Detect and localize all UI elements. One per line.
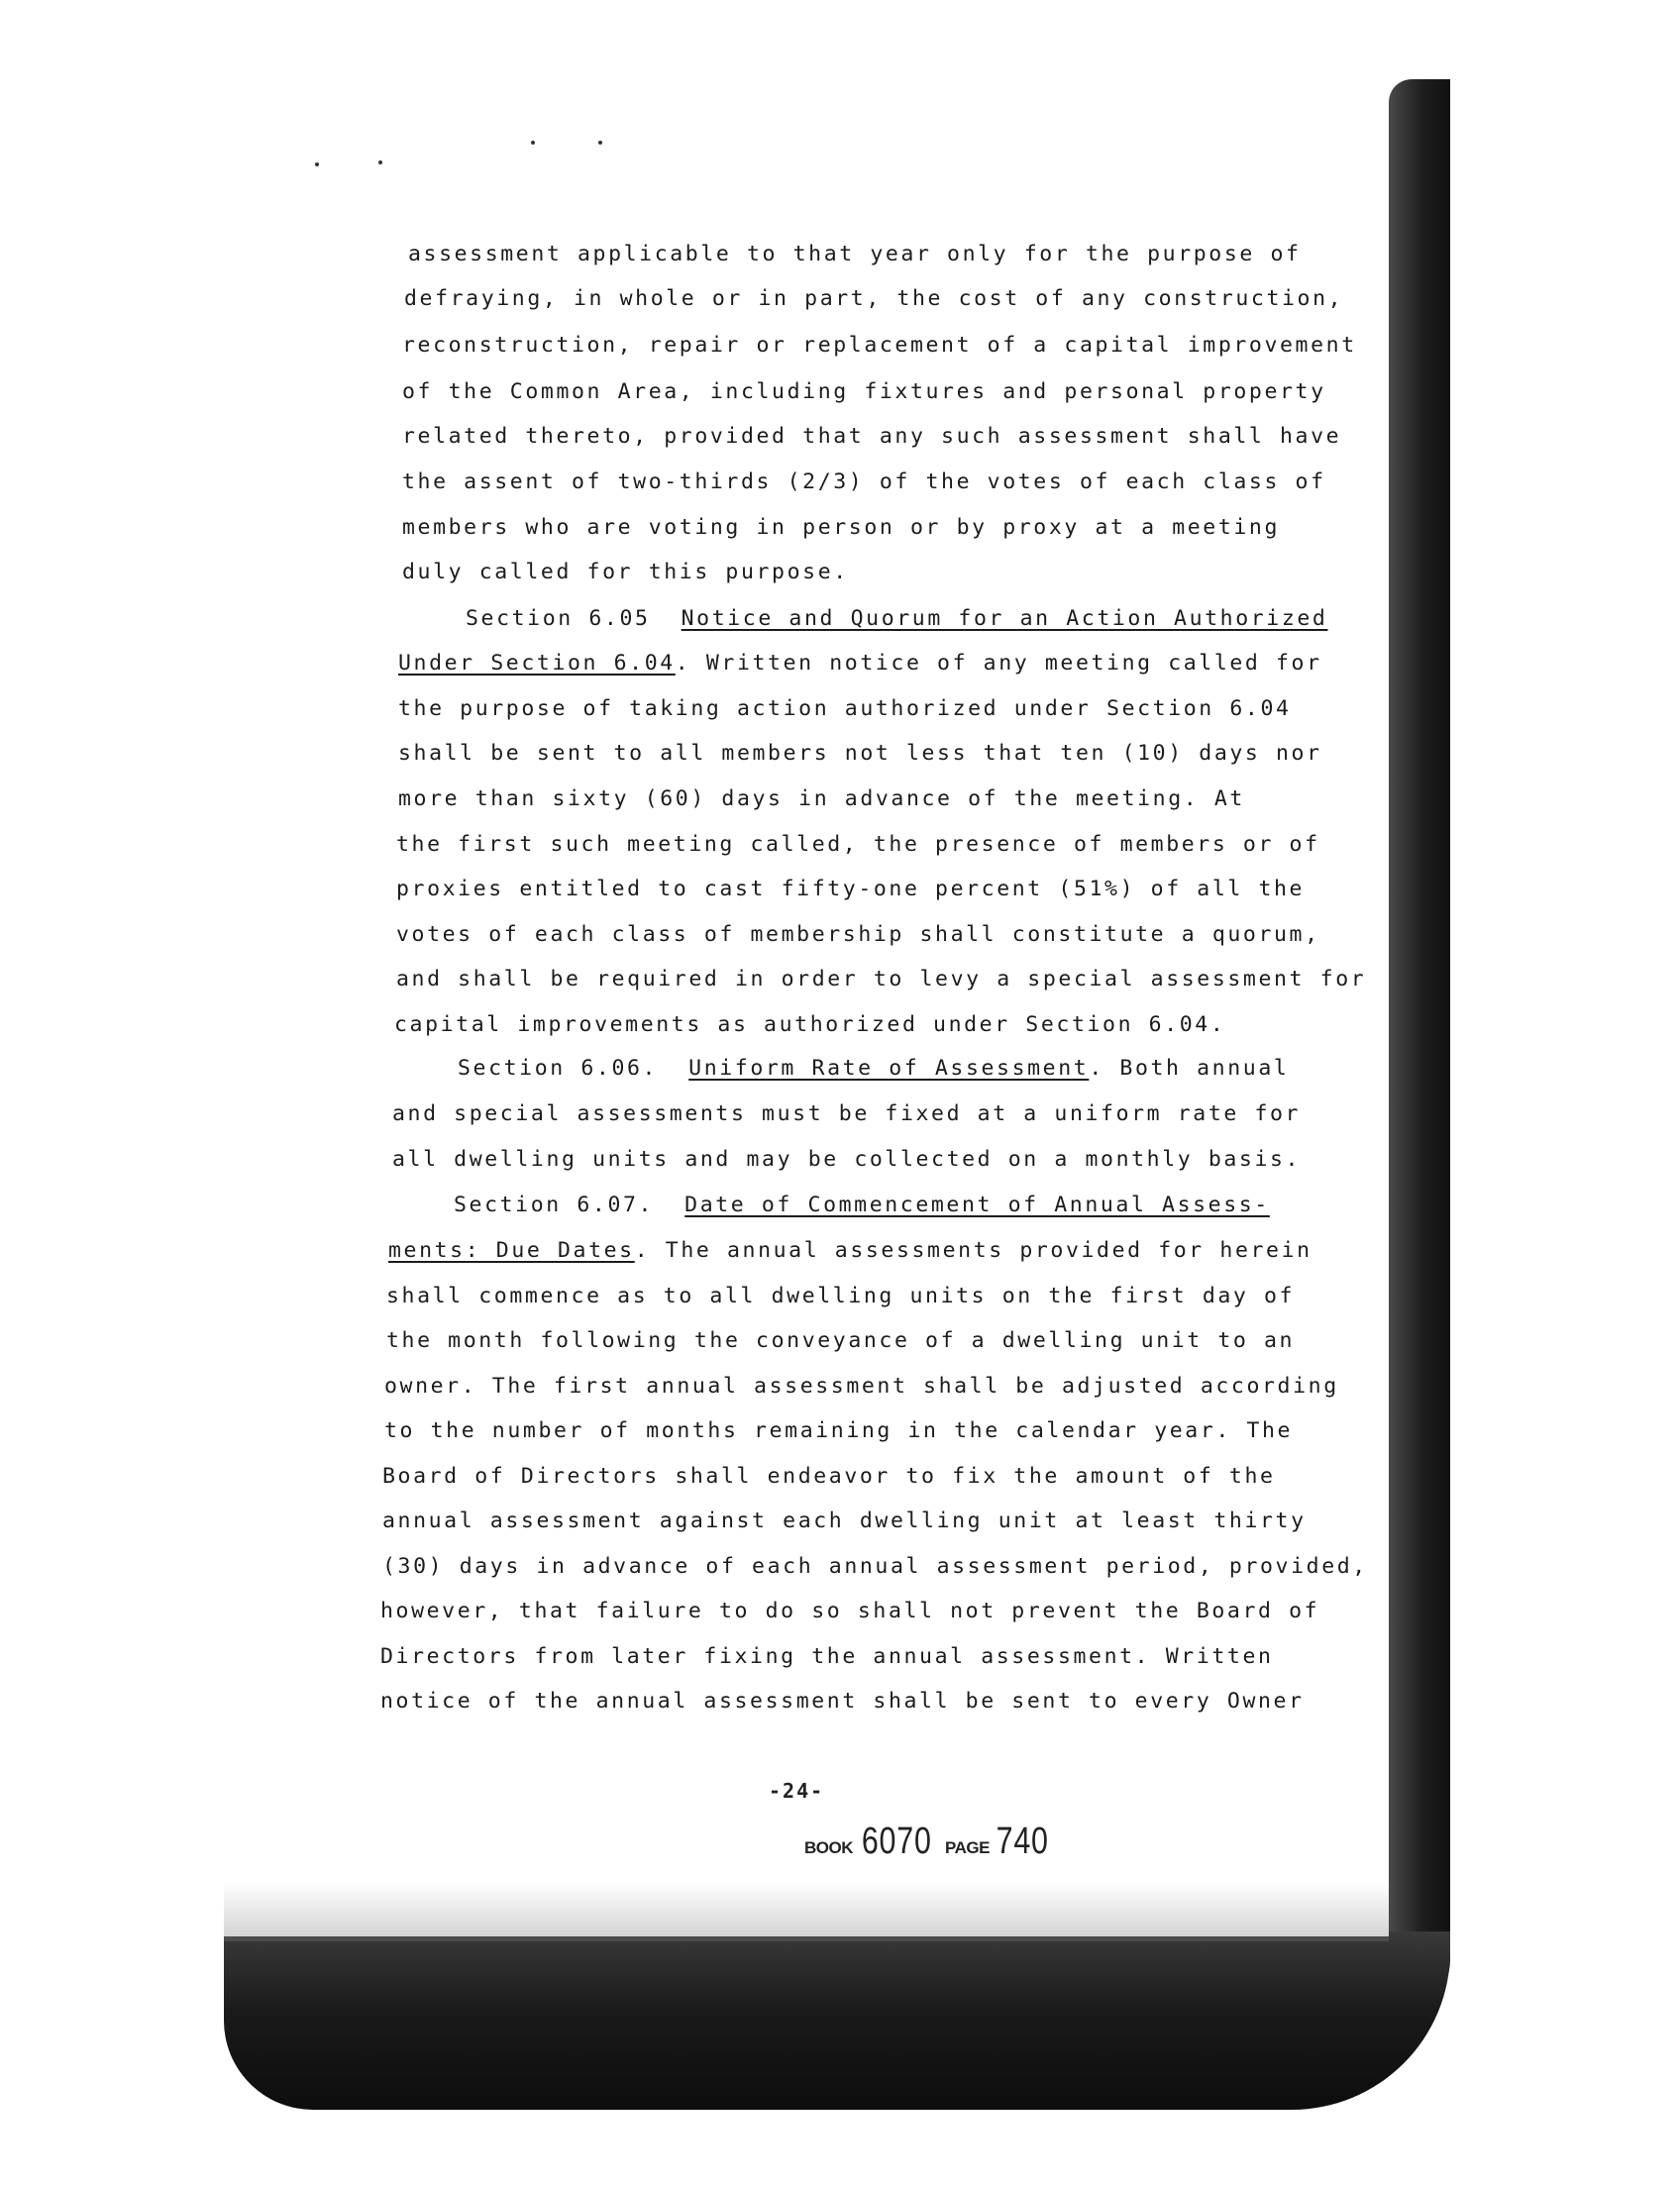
section-label: Section 6.06. <box>458 1056 659 1081</box>
section-6-07-heading-line <box>454 1193 1270 1217</box>
text-line: owner. The first annual assessment shall be adjusted according <box>384 1374 1339 1399</box>
stamp-page-label: PAGE <box>945 1838 990 1857</box>
text-line: related thereto, provided that any such assessment shall have <box>402 424 1342 449</box>
text-run: . Written notice of any meeting called for <box>675 651 1322 676</box>
text-line: of the Common Area, including fixtures and personal property <box>402 379 1326 404</box>
stamp-page-number: 740 <box>996 1821 1049 1862</box>
section-label: Section 6.05 <box>466 606 651 631</box>
text-line: Board of Directors shall endeavor to fix the amount of the <box>382 1464 1276 1489</box>
text-line: assessment applicable to that year only for the purpose of <box>408 242 1302 266</box>
stamp-book-number: 6070 <box>861 1821 932 1862</box>
text-line: however, that failure to do so shall not prevent the Board of <box>380 1599 1320 1623</box>
text-line: more than sixty (60) days in advance of the meeting. At <box>398 786 1245 811</box>
section-heading: Under Section 6.04 <box>398 651 676 676</box>
text-line: capital improvements as authorized under Section 6.04. <box>394 1012 1226 1037</box>
section-6-05-first-line <box>398 651 1322 676</box>
section-6-05-heading-line <box>466 606 1327 631</box>
text-line: Directors from later fixing the annual assessment. Written <box>380 1644 1274 1669</box>
section-6-06-first-line <box>458 1056 1289 1081</box>
text-line: reconstruction, repair or replacement of a capital improvement <box>402 333 1357 358</box>
text-line: the assent of two-thirds (2/3) of the votes of each class of <box>402 469 1326 494</box>
text-line: the first such meeting called, the presence of members or of <box>396 832 1320 857</box>
section-heading: Uniform Rate of Assessment <box>688 1056 1090 1081</box>
page-number: -24- <box>769 1779 825 1803</box>
text-line: (30) days in advance of each annual assessment period, provided, <box>382 1554 1368 1579</box>
section-6-07-first-line <box>388 1238 1312 1263</box>
stamp-book-label: BOOK <box>804 1838 853 1857</box>
text-line: notice of the annual assessment shall be sent to every Owner <box>380 1689 1305 1714</box>
text-run: . The annual assessments provided for herein <box>634 1238 1312 1263</box>
text-line: annual assessment against each dwelling unit at least thirty <box>382 1509 1307 1533</box>
text-line: and special assessments must be fixed at a uniform rate for <box>392 1101 1302 1126</box>
text-line: the month following the conveyance of a dwelling unit to an <box>386 1328 1296 1353</box>
section-heading: Notice and Quorum for an Action Authorized <box>681 606 1328 631</box>
section-label: Section 6.07. <box>454 1193 655 1217</box>
section-heading: Date of Commencement of Annual Assess- <box>684 1193 1270 1217</box>
text-line: and shall be required in order to levy a special assessment for <box>396 967 1367 991</box>
text-line: defraying, in whole or in part, the cost of any construction, <box>404 286 1344 311</box>
text-run: . Both annual <box>1089 1056 1290 1081</box>
section-heading: ments: Due Dates <box>388 1238 635 1263</box>
text-line: shall be sent to all members not less that ten (10) days nor <box>398 741 1322 766</box>
text-line: members who are voting in person or by proxy at a meeting <box>402 515 1281 540</box>
text-line: votes of each class of membership shall constitute a quorum, <box>396 922 1320 947</box>
text-line: proxies entitled to cast fifty-one percent (51%) of all the <box>396 877 1306 901</box>
text-line: duly called for this purpose. <box>402 560 849 584</box>
text-line: all dwelling units and may be collected on a monthly basis. <box>392 1147 1302 1172</box>
book-page-stamp <box>804 1821 1055 1863</box>
text-line: to the number of months remaining in the calendar year. The <box>384 1418 1294 1443</box>
text-line: the purpose of taking action authorized under Section 6.04 <box>398 696 1292 721</box>
text-line: shall commence as to all dwelling units on the first day of <box>386 1284 1296 1308</box>
